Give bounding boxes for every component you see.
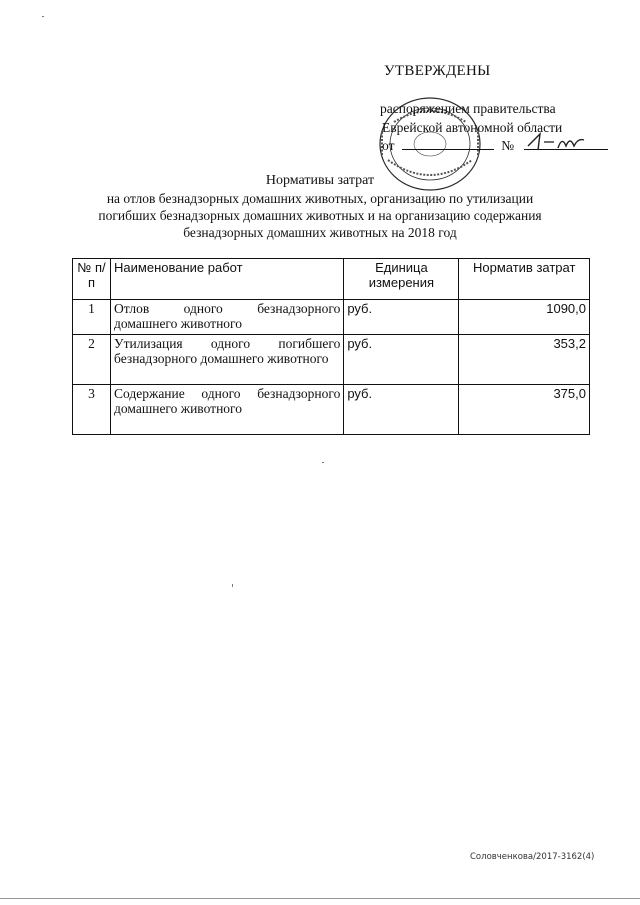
footer-reference: Соловченкова/2017-3162(4) xyxy=(470,852,595,862)
subtitle-line-2: погибших безнадзорных домашних животных и на организацию содержания xyxy=(98,208,542,223)
row-name: Утилизация одного погибшего безнадзорного домашнего животного xyxy=(111,335,344,385)
approval-line-2: Еврейской автономной области xyxy=(382,120,563,135)
row-unit: руб. xyxy=(344,335,459,385)
header-value: Норматив затрат xyxy=(459,259,590,300)
row-num: 2 xyxy=(73,335,111,385)
norms-table xyxy=(72,258,590,435)
row-value: 1090,0 xyxy=(459,300,590,335)
scan-speck xyxy=(322,462,324,463)
scan-speck xyxy=(42,16,44,17)
header-unit: Единица измерения xyxy=(344,259,459,300)
approval-heading: УТВЕРЖДЕНЫ xyxy=(384,63,491,79)
table-row xyxy=(73,385,590,435)
header-name: Наименование работ xyxy=(111,259,344,300)
page-edge-line xyxy=(0,898,640,899)
row-name: Отлов одного безнадзорного домашнего животного xyxy=(111,300,344,335)
document-title: Нормативы затрат xyxy=(265,173,375,188)
approval-date-prefix: от xyxy=(382,138,395,153)
row-num: 1 xyxy=(73,300,111,335)
row-name: Содержание одного безнадзорного домашнего животного xyxy=(111,385,344,435)
scan-speck xyxy=(232,584,233,587)
approval-date-blank xyxy=(402,149,494,150)
header-num: № п/п xyxy=(73,259,111,300)
handwritten-number-signature xyxy=(522,126,588,156)
row-value: 375,0 xyxy=(459,385,590,435)
row-unit: руб. xyxy=(344,300,459,335)
document-subtitle xyxy=(60,190,580,241)
subtitle-line-1: на отлов безнадзорных домашних животных, организацию по утилизации xyxy=(106,191,534,206)
row-unit: руб. xyxy=(344,385,459,435)
row-value: 353,2 xyxy=(459,335,590,385)
row-num: 3 xyxy=(73,385,111,435)
table-row xyxy=(73,335,590,385)
table-row xyxy=(73,300,590,335)
approval-line-1: распоряжением правительства xyxy=(380,101,556,116)
table-header-row xyxy=(73,259,590,300)
approval-number-label: № xyxy=(501,138,515,153)
subtitle-line-3: безнадзорных домашних животных на 2018 год xyxy=(183,225,457,240)
